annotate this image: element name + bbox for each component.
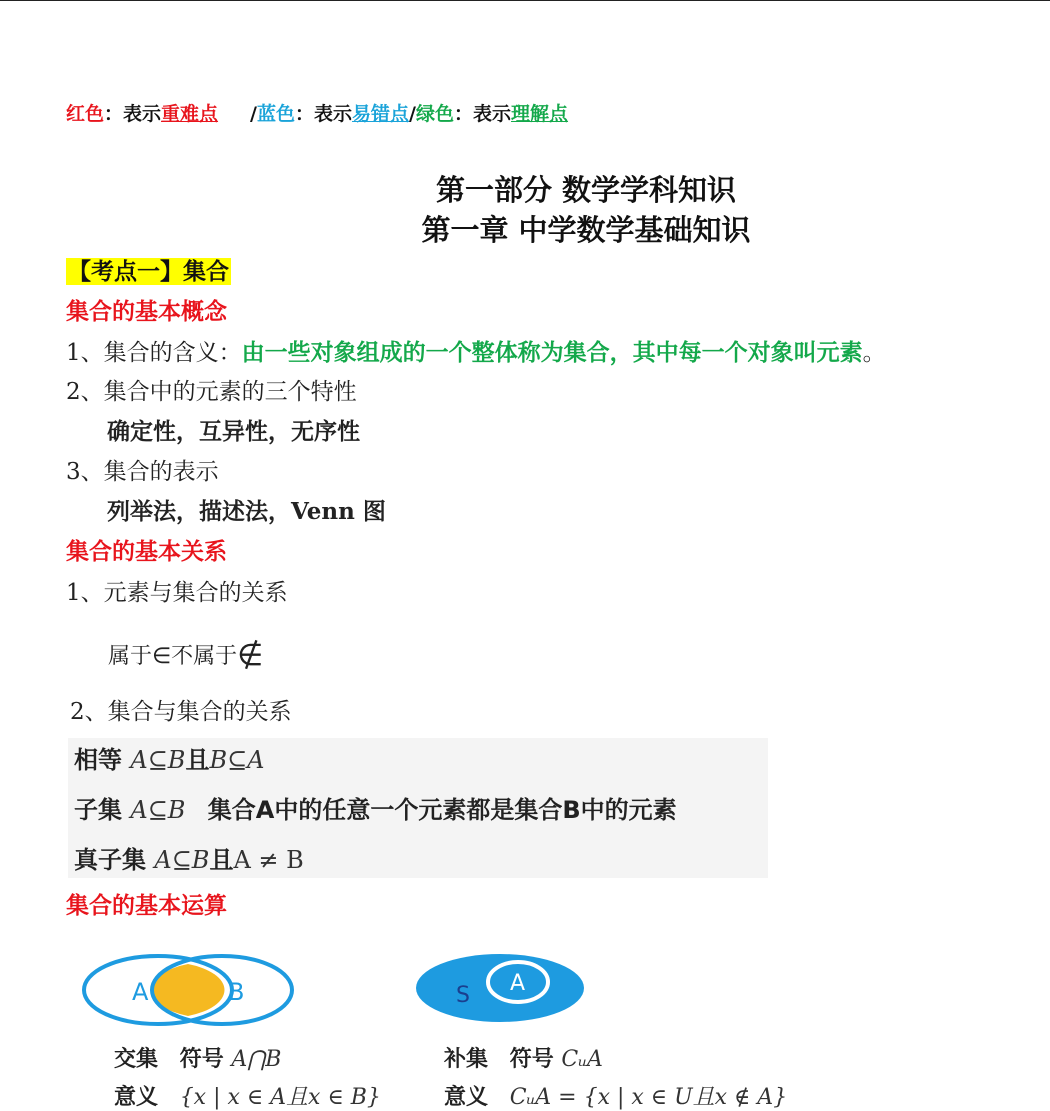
proper-neq: A ≠ B (233, 846, 304, 874)
legend-red-sep: ：表示 (104, 103, 162, 125)
equal-and: 且 (185, 746, 210, 774)
equal-math-1: A⊆B (130, 746, 186, 774)
relation-proper-row (74, 840, 304, 875)
section-basic-relation: 集合的基本关系 (66, 538, 227, 565)
set-relation-figure (68, 738, 768, 878)
concept-item-1 (66, 334, 886, 367)
section-basic-operation: 集合的基本运算 (66, 892, 227, 919)
kaodian-highlight: 【考点一】集合 (68, 258, 229, 285)
proper-and: 且 (209, 846, 234, 874)
concept-item-2-properties: 确定性，互异性，无序性 (107, 418, 360, 445)
complement-meaning: CᵤA = {x | x ∈ U且x ∉ A} (509, 1085, 788, 1110)
set-b-label: B (228, 978, 245, 1006)
inner-set-label: A (510, 971, 526, 996)
concept-item-1-definition: 由一些对象组成的一个整体称为集合，其中每一个对象叫元素 (241, 339, 863, 366)
intersection-symbol: A⋂B (231, 1047, 282, 1072)
complement-meaning-label: 意义 (444, 1085, 489, 1110)
subset-label: 子集 (74, 796, 122, 824)
not-belong-symbol: ∉ (237, 638, 264, 673)
kaodian-heading (66, 253, 231, 286)
complement-meaning-row (444, 1080, 787, 1111)
relation-equal-row (74, 740, 265, 775)
legend-green-term: 理解点 (511, 103, 569, 125)
legend-blue-sep: ：表示 (295, 103, 353, 125)
subset-description: 集合A中的任意一个元素都是集合B中的元素 (207, 796, 677, 824)
intersection-meaning-label: 意义 (114, 1085, 159, 1110)
intersection-meaning: {x | x ∈ A且x ∈ B} (179, 1085, 381, 1110)
relation-item-1: 1、元素与集合的关系 (66, 580, 288, 606)
legend-red-term: 重难点 (161, 103, 219, 125)
proper-math: A⊆B (154, 846, 210, 874)
intersection-symbol-label: 符号 (179, 1047, 224, 1072)
legend-slash-1: / (250, 103, 257, 125)
color-legend (66, 99, 568, 126)
universal-set-label: S (456, 983, 470, 1008)
legend-blue-label: 蓝色 (257, 103, 296, 125)
subset-math: A⊆B (130, 796, 186, 824)
legend-blue-term: 易错点 (352, 103, 410, 125)
legend-green-sep: ：表示 (454, 103, 512, 125)
legend-slash-2: / (409, 103, 416, 125)
chapter-title: 第一章 中学数学基础知识 (421, 213, 751, 247)
section-basic-concept: 集合的基本概念 (66, 298, 227, 325)
set-a-label: A (132, 978, 149, 1006)
intersection-meaning-row (114, 1080, 381, 1111)
equal-label: 相等 (74, 746, 122, 774)
legend-red-label: 红色 (66, 103, 105, 125)
complement-symbol: CᵤA (561, 1047, 603, 1072)
relation-subset-row (74, 790, 677, 825)
relation-item-2: 2、集合与集合的关系 (70, 699, 292, 725)
belong-line (108, 636, 263, 671)
concept-item-1-end: 。 (862, 340, 886, 366)
complement-symbol-row (444, 1042, 603, 1073)
intersection-label: 交集 (114, 1047, 159, 1072)
equal-math-2: B⊆A (209, 746, 265, 774)
part-title: 第一部分 数学学科知识 (435, 173, 737, 207)
complement-venn-diagram (414, 950, 590, 1026)
top-rule (0, 0, 1050, 1)
concept-item-2: 2、集合中的元素的三个特性 (66, 379, 357, 405)
intersection-venn-diagram (76, 950, 300, 1030)
complement-label: 补集 (444, 1047, 489, 1072)
concept-item-1-prefix: 1、集合的含义： (66, 340, 242, 366)
complement-symbol-label: 符号 (509, 1047, 554, 1072)
legend-green-label: 绿色 (416, 103, 455, 125)
concept-item-3-methods: 列举法，描述法，Venn 图 (107, 498, 386, 525)
intersection-symbol-row (114, 1042, 281, 1073)
belong-text: 属于∈不属于 (108, 644, 238, 669)
proper-label: 真子集 (74, 846, 146, 874)
concept-item-3: 3、集合的表示 (66, 459, 219, 485)
